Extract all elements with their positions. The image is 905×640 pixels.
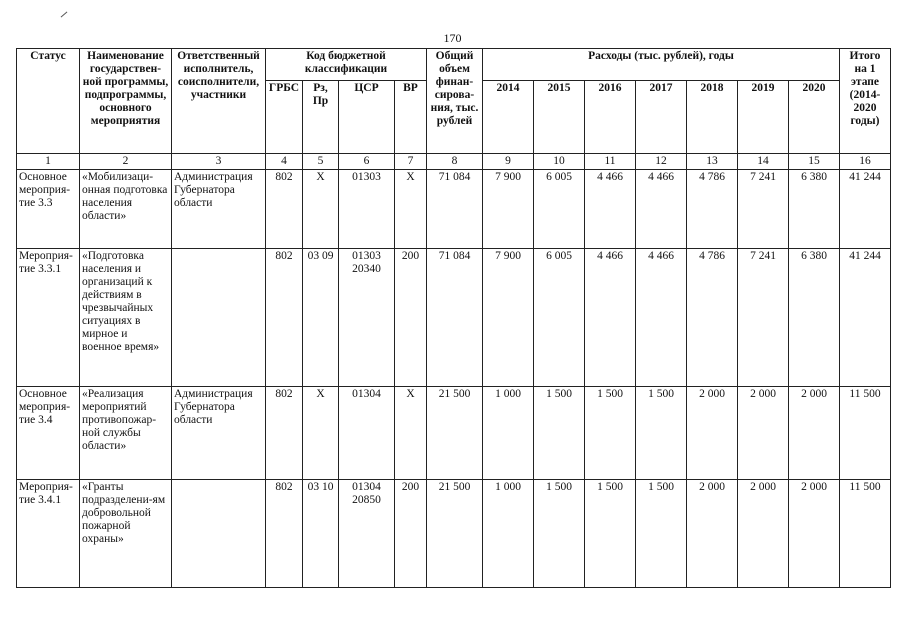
year-cell: 1 500: [636, 387, 687, 480]
year-cell: 2 000: [687, 387, 738, 480]
year-cell: 7 241: [738, 170, 789, 249]
col-number: 14: [738, 154, 789, 170]
responsible-cell: Администрация Губернатора области: [172, 387, 266, 480]
vr-cell: X: [395, 170, 427, 249]
pen-mark: [61, 12, 68, 18]
year-cell: 4 466: [585, 249, 636, 387]
table-row: [17, 480, 891, 588]
itogo-cell: 11 500: [840, 480, 891, 588]
col-number: 9: [483, 154, 534, 170]
rzpr-cell: 03 10: [303, 480, 339, 588]
name-cell: «Реализация мероприятий противопожар-ной службы области»: [80, 387, 172, 480]
responsible-cell: [172, 249, 266, 387]
header-year-2020: 2020: [789, 81, 840, 154]
vr-cell: 200: [395, 480, 427, 588]
itogo-cell: 41 244: [840, 249, 891, 387]
csr-cell: 01303: [339, 170, 395, 249]
responsible-cell: Администрация Губернатора области: [172, 170, 266, 249]
rzpr-cell: X: [303, 170, 339, 249]
col-number: 7: [395, 154, 427, 170]
header-budget-code: Код бюджетной классификации: [266, 49, 427, 81]
csr-cell: 01304 20850: [339, 480, 395, 588]
header-rzpr: Рз, Пр: [303, 81, 339, 154]
column-numbers-row: [17, 154, 891, 170]
status-cell: Мероприя-тие 3.3.1: [17, 249, 80, 387]
col-number: 10: [534, 154, 585, 170]
header-name: Наименование государствен-ной программы, подпрограммы, основного мероприятия: [80, 49, 172, 154]
header-year-2016: 2016: [585, 81, 636, 154]
table-row: [17, 249, 891, 387]
year-cell: 1 500: [534, 387, 585, 480]
rzpr-cell: X: [303, 387, 339, 480]
year-cell: 1 000: [483, 387, 534, 480]
budget-table: [16, 48, 891, 588]
header-year-2017: 2017: [636, 81, 687, 154]
year-cell: 2 000: [738, 480, 789, 588]
header-year-2015: 2015: [534, 81, 585, 154]
header-csr: ЦСР: [339, 81, 395, 154]
responsible-cell: [172, 480, 266, 588]
col-number: 15: [789, 154, 840, 170]
header-responsible: Ответственный исполнитель, соисполнители, участники: [172, 49, 266, 154]
total-cell: 71 084: [427, 170, 483, 249]
vr-cell: X: [395, 387, 427, 480]
year-cell: 2 000: [789, 387, 840, 480]
name-cell: «Гранты подразделени-ям добровольной пожарной охраны»: [80, 480, 172, 588]
year-cell: 6 005: [534, 249, 585, 387]
header-year-2018: 2018: [687, 81, 738, 154]
year-cell: 4 466: [585, 170, 636, 249]
name-cell: «Мобилизаци-онная подготовка населения области»: [80, 170, 172, 249]
year-cell: 2 000: [687, 480, 738, 588]
year-cell: 2 000: [738, 387, 789, 480]
grbs-cell: 802: [266, 480, 303, 588]
grbs-cell: 802: [266, 170, 303, 249]
col-number: 5: [303, 154, 339, 170]
header-year-2019: 2019: [738, 81, 789, 154]
col-number: 3: [172, 154, 266, 170]
year-cell: 1 500: [585, 387, 636, 480]
year-cell: 6 005: [534, 170, 585, 249]
year-cell: 2 000: [789, 480, 840, 588]
year-cell: 4 466: [636, 170, 687, 249]
col-number: 4: [266, 154, 303, 170]
name-cell: «Подготовка населения и организаций к действиям в чрезвычайных ситуациях в мирное и военное время»: [80, 249, 172, 387]
year-cell: 7 241: [738, 249, 789, 387]
year-cell: 1 000: [483, 480, 534, 588]
year-cell: 6 380: [789, 170, 840, 249]
year-cell: 4 466: [636, 249, 687, 387]
col-number: 12: [636, 154, 687, 170]
year-cell: 7 900: [483, 249, 534, 387]
table-row: [17, 170, 891, 249]
itogo-cell: 11 500: [840, 387, 891, 480]
year-cell: 4 786: [687, 170, 738, 249]
itogo-cell: 41 244: [840, 170, 891, 249]
col-number: 2: [80, 154, 172, 170]
status-cell: Мероприя-тие 3.4.1: [17, 480, 80, 588]
csr-cell: 01303 20340: [339, 249, 395, 387]
header-total-volume: Общий объем финан-сирова-ния, тыс. рублей: [427, 49, 483, 154]
grbs-cell: 802: [266, 249, 303, 387]
status-cell: Основное мероприя-тие 3.4: [17, 387, 80, 480]
header-year-2014: 2014: [483, 81, 534, 154]
header-grbs: ГРБС: [266, 81, 303, 154]
year-cell: 4 786: [687, 249, 738, 387]
status-cell: Основное мероприя-тие 3.3: [17, 170, 80, 249]
header-itogo: Итого на 1 этапе (2014-2020 годы): [840, 49, 891, 154]
year-cell: 1 500: [636, 480, 687, 588]
total-cell: 21 500: [427, 387, 483, 480]
col-number: 6: [339, 154, 395, 170]
grbs-cell: 802: [266, 387, 303, 480]
year-cell: 1 500: [534, 480, 585, 588]
total-cell: 21 500: [427, 480, 483, 588]
total-cell: 71 084: [427, 249, 483, 387]
col-number: 8: [427, 154, 483, 170]
csr-cell: 01304: [339, 387, 395, 480]
page-number: 170: [443, 31, 462, 45]
rzpr-cell: 03 09: [303, 249, 339, 387]
table-row: [17, 387, 891, 480]
col-number: 11: [585, 154, 636, 170]
col-number: 13: [687, 154, 738, 170]
year-cell: 7 900: [483, 170, 534, 249]
year-cell: 1 500: [585, 480, 636, 588]
header-status: Статус: [17, 49, 80, 154]
header-vr: ВР: [395, 81, 427, 154]
col-number: 1: [17, 154, 80, 170]
col-number: 16: [840, 154, 891, 170]
vr-cell: 200: [395, 249, 427, 387]
header-expenses: Расходы (тыс. рублей), годы: [483, 49, 840, 81]
year-cell: 6 380: [789, 249, 840, 387]
